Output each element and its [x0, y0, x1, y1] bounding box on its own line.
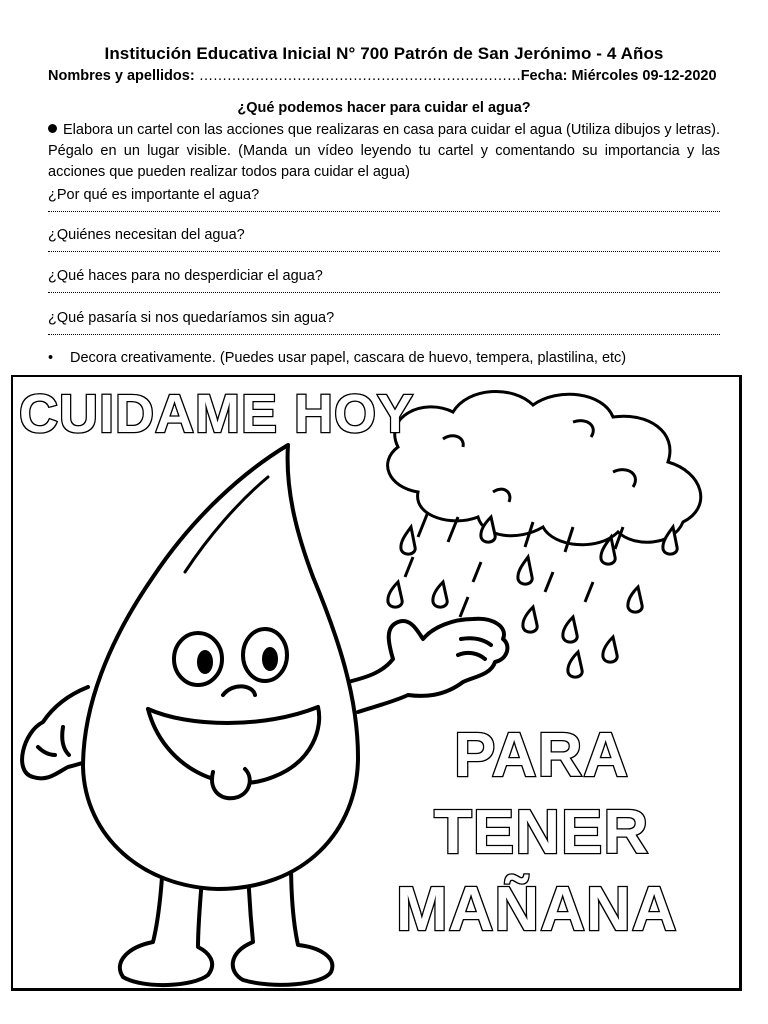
poster-line-2: TENER	[434, 798, 650, 867]
answer-line[interactable]	[48, 211, 720, 212]
poster-frame	[11, 375, 742, 991]
poster-line-3: MAÑANA	[396, 875, 678, 944]
answer-line[interactable]	[48, 334, 720, 335]
question-2	[48, 225, 720, 252]
date-label: Fecha:	[520, 68, 568, 84]
bullet-icon: •	[48, 350, 54, 366]
name-date-line	[48, 68, 728, 84]
question-text: ¿Qué pasaría si nos quedaríamos sin agua?	[48, 310, 335, 326]
rain-cloud-icon	[388, 391, 701, 544]
question-text: ¿Quiénes necesitan del agua?	[48, 227, 245, 243]
date-value: Miércoles 09-12-2020	[571, 68, 717, 84]
decorate-text: Decora creativamente. (Puedes usar papel, cascara de huevo, tempera, plastilina, etc)	[70, 350, 627, 366]
question-1	[48, 185, 720, 212]
name-blank-field[interactable]: ……………………………………………………………	[198, 68, 521, 84]
document-title: Institución Educativa Inicial N° 700 Patrón de San Jerónimo - 4 Años	[104, 44, 664, 63]
question-3	[48, 266, 720, 293]
poster-line-1: PARA	[454, 721, 630, 790]
answer-line[interactable]	[48, 292, 720, 293]
decorate-instruction	[48, 350, 720, 366]
poster-headline: CUIDAME HOY	[19, 384, 415, 444]
name-label: Nombres y apellidos:	[48, 68, 195, 84]
question-text: ¿Por qué es importante el agua?	[48, 187, 260, 203]
activity-question: ¿Qué podemos hacer para cuidar el agua?	[237, 100, 531, 116]
question-4	[48, 308, 720, 335]
answer-line[interactable]	[48, 251, 720, 252]
black-circle-bullet-icon	[48, 124, 57, 133]
question-text: ¿Qué haces para no desperdiciar el agua?	[48, 268, 323, 284]
instructions-paragraph	[48, 120, 720, 183]
instruction-text: Elabora un cartel con las acciones que realizaras en casa para cuidar el agua (Utiliza dibujos y letras). Pégalo en un lugar visible. (Manda un vídeo leyendo tu cartel y comentando su importancia y las acciones que pueden realizar todos para cuidar el agua)	[48, 122, 720, 180]
